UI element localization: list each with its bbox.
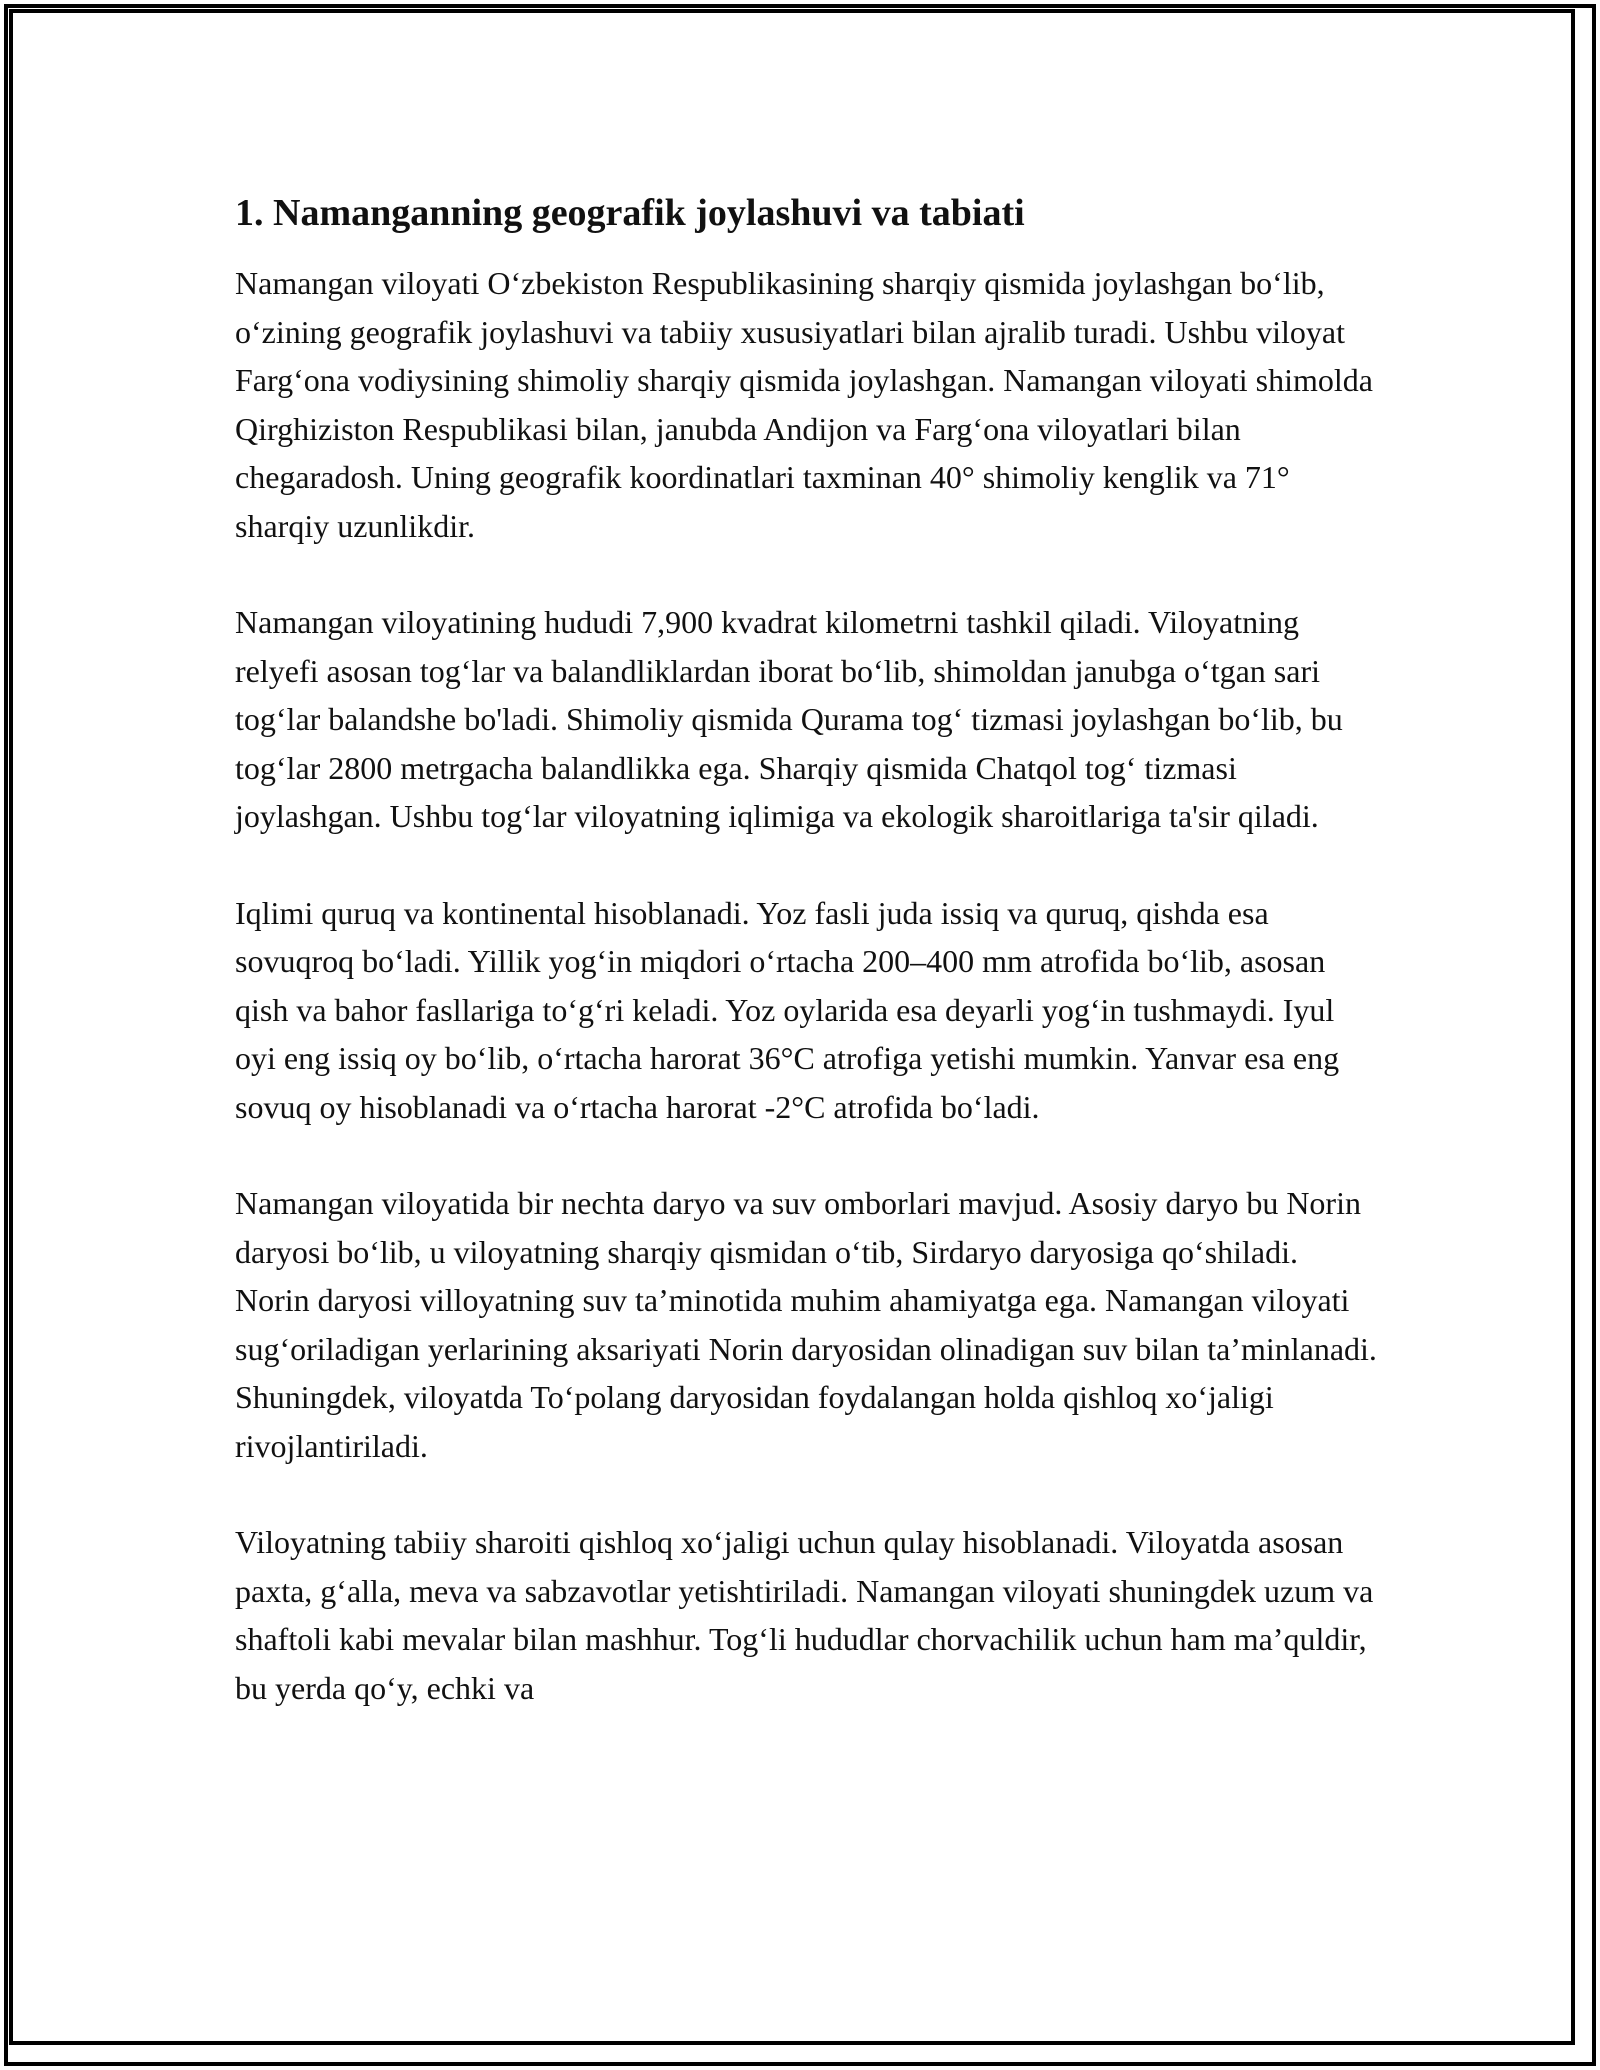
section-heading: 1. Namanganning geografik joylashuvi va tabiati xyxy=(235,192,1025,234)
paragraph-rivers: Namangan viloyatida bir nechta daryo va suv omborlari mavjud. Asosiy daryo bu Norin daryosi bo‘lib, u viloyatning sharqiy qismidan o‘tib, Sirdaryo daryosiga qo‘shiladi. Norin daryosi villoyatning suv ta’minotida muhim ahamiyatga ega. Namangan viloyati sug‘oriladigan yerlarining aksariyati Norin daryosidan olinadigan suv bilan ta’minlanadi. Shuningdek, viloyatda To‘polang daryosidan foydalangan holda qishloq xo‘jaligi rivojlantiriladi. xyxy=(235,1185,1377,1464)
paragraph-climate: Iqlimi quruq va kontinental hisoblanadi. Yoz fasli juda issiq va quruq, qishda esa sovuqroq bo‘ladi. Yillik yog‘in miqdori o‘rtacha 200–400 mm atrofida bo‘lib, asosan qish va bahor fasllariga to‘g‘ri keladi. Yoz oylarida esa deyarli yog‘in tushmaydi. Iyul oyi eng issiq oy bo‘lib, o‘rtacha harorat 36°C atrofiga yetishi mumkin. Yanvar esa eng sovuq oy hisoblanadi va o‘rtacha harorat -2°C atrofida bo‘ladi. xyxy=(235,894,1340,1125)
paragraph-agriculture: Viloyatning tabiiy sharoiti qishloq xo‘jaligi uchun qulay hisoblanadi. Viloyatda asosan paxta, g‘alla, meva va sabzavotlar yetishtiriladi. Namangan viloyati shuningdek uzum va shaftoli kabi mevalar bilan mashhur. Tog‘li hududlar chorvachilik uchun ham ma’quldir, bu yerda qo‘y, echki va xyxy=(235,1524,1374,1706)
paragraph-relief: Namangan viloyatining hududi 7,900 kvadrat kilometrni tashkil qiladi. Viloyatning relyefi asosan tog‘lar va balandliklardan iborat bo‘lib, shimoldan janubga o‘tgan sari tog‘lar balandshe bo'ladi. Shimoliy qismida Qurama tog‘ tizmasi joylashgan bo‘lib, bu tog‘lar 2800 metrgacha balandlikka ega. Sharqiy qismida Chatqol tog‘ tizmasi joylashgan. Ushbu tog‘lar viloyatning iqlimiga va ekologik sharoitlariga ta'sir qiladi. xyxy=(235,604,1343,834)
paragraph-location: Namangan viloyati O‘zbekiston Respublikasining sharqiy qismida joylashgan bo‘lib, o‘zining geografik joylashuvi va tabiiy xususiyatlari bilan ajralib turadi. Ushbu viloyat Farg‘ona vodiysining shimoliy sharqiy qismida joylashgan. Namangan viloyati shimolda Qirghiziston Respublikasi bilan, janubda Andijon va Farg‘ona viloyatlari bilan chegaradosh. Uning geografik koordinatlari taxminan 40° shimoliy kenglik va 71° sharqiy uzunlikdir. xyxy=(235,265,1373,544)
document-body xyxy=(235,185,1380,1760)
